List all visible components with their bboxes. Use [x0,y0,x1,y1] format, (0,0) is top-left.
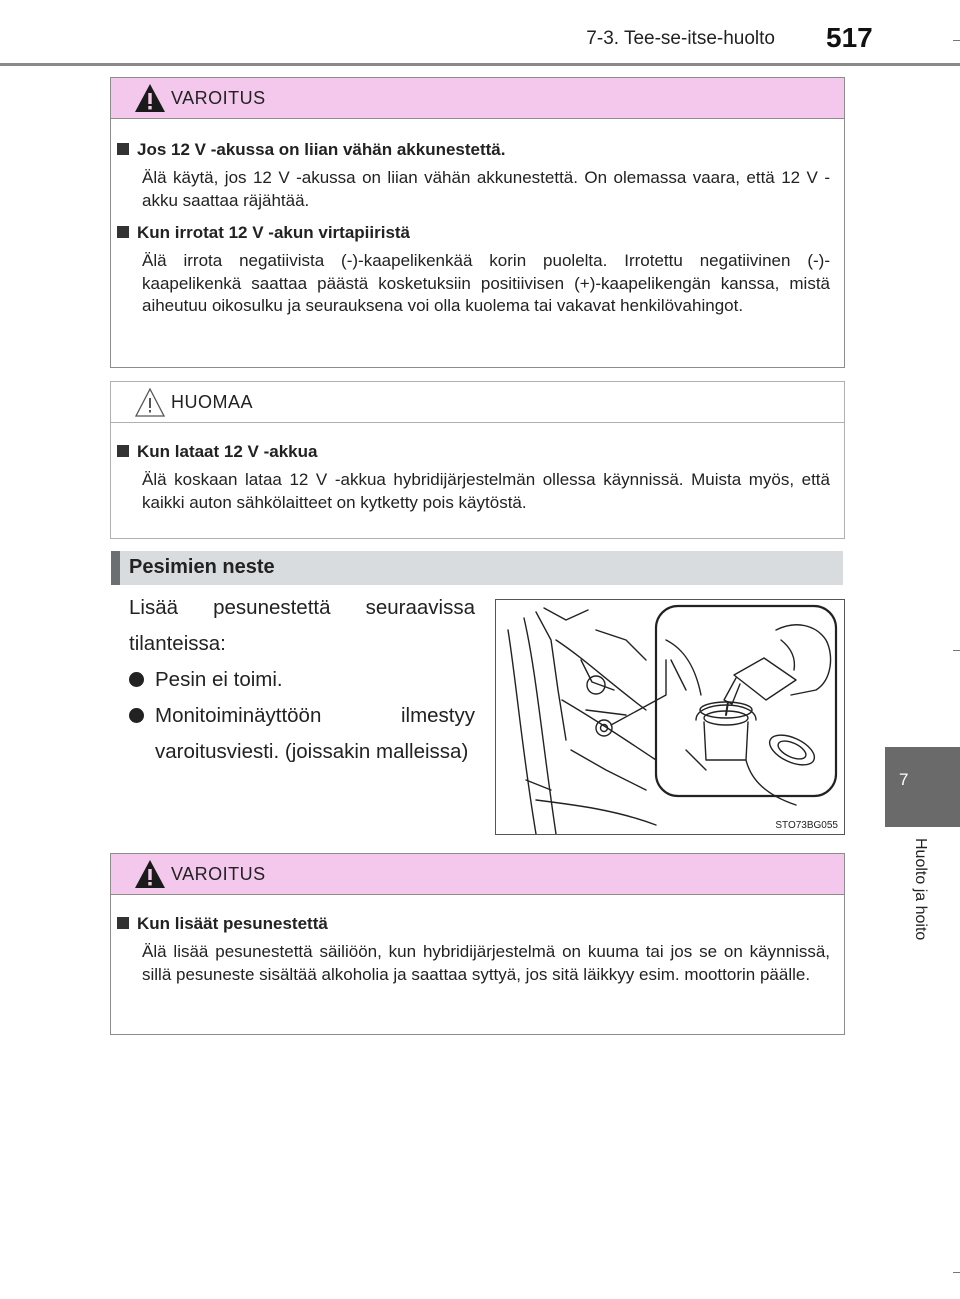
warning-item [117,139,830,212]
list-item [129,662,475,698]
caution-box [110,381,845,539]
warning-item-heading: Kun lisäät pesunestettä [137,914,328,933]
chapter-title: Huolto ja hoito [912,838,929,941]
list-item [129,698,475,770]
section-title: 7-3. Tee-se-itse-huolto [586,28,775,49]
list-item-text: Pesin ei toimi. [155,668,283,691]
warning-box [110,853,845,1035]
engine-bay-drawing [496,600,844,834]
margin-tick [953,1272,960,1273]
warning-item-text: Älä käytä, jos 12 V -akussa on liian vähän akkunestettä. On olemassa vaara, että 12 V -akku saattaa räjähtää. [142,168,830,210]
warning-item-text: Älä lisää pesunestettä säiliöön, kun hybridijärjestelmä on kuuma tai jos se on käynnissä, sillä pesuneste sisältää alkoholia ja saattaa syttyä, jos sitä läikkyy esim. moottorin päälle. [142,942,830,984]
warning-header [111,854,844,895]
caution-item-heading: Kun lataat 12 V -akkua [137,442,318,461]
caution-item-text: Älä koskaan lataa 12 V -akkua hybridijärjestelmän ollessa käynnissä. Muista myös, että kaikki auton sähkölaitteet on kytketty pois käytöstä. [142,470,830,512]
caution-triangle-icon [133,386,167,418]
bullet-dot-icon [129,708,144,723]
section-intro: Lisää pesunestettä seuraavissa tilanteissa: [129,596,475,655]
chapter-tab [885,747,960,827]
list-item-text: Monitoiminäyttöön ilmestyy varoitusviesti. (joissakin malleissa) [155,704,475,763]
warning-triangle-icon [133,82,167,114]
bullet-square-icon [117,143,129,155]
header-rule [0,63,960,66]
caution-header [111,382,844,423]
caution-title: HUOMAA [171,392,254,412]
warning-title: VAROITUS [171,88,266,108]
margin-tick [953,40,960,41]
warning-header [111,78,844,119]
caution-item [117,441,830,514]
warning-box [110,77,845,368]
section-heading-text: Pesimien neste [129,556,275,578]
warning-item-heading: Kun irrotat 12 V -akun virtapiiristä [137,223,411,242]
bullet-dot-icon [129,672,144,687]
washer-fluid-illustration [495,599,845,835]
margin-tick [953,650,960,651]
illustration-code: STO73BG055 [775,820,838,831]
warning-item-text: Älä irrota negatiivista (-)-kaapelikenkää korin puolelta. Irrotettu negatiivinen (-)-kaapelikenkä saattaa päästä kosketuksiin positiivisen (+)-kaapelikengän kanssa, mistä aiheutuu oikosulku ja seurauksena voi olla kuolema tai vakavat henkilövahingot. [142,251,830,315]
warning-title: VAROITUS [171,864,266,884]
warning-item [117,913,830,986]
bullet-square-icon [117,226,129,238]
chapter-number: 7 [899,770,909,789]
section-heading [111,551,843,585]
page-number: 517 [826,22,873,53]
section-body [129,590,475,770]
bullet-square-icon [117,445,129,457]
warning-item [117,222,830,318]
warning-item-heading: Jos 12 V -akussa on liian vähän akkunestettä. [137,140,506,159]
bullet-square-icon [117,917,129,929]
warning-triangle-icon [133,858,167,890]
